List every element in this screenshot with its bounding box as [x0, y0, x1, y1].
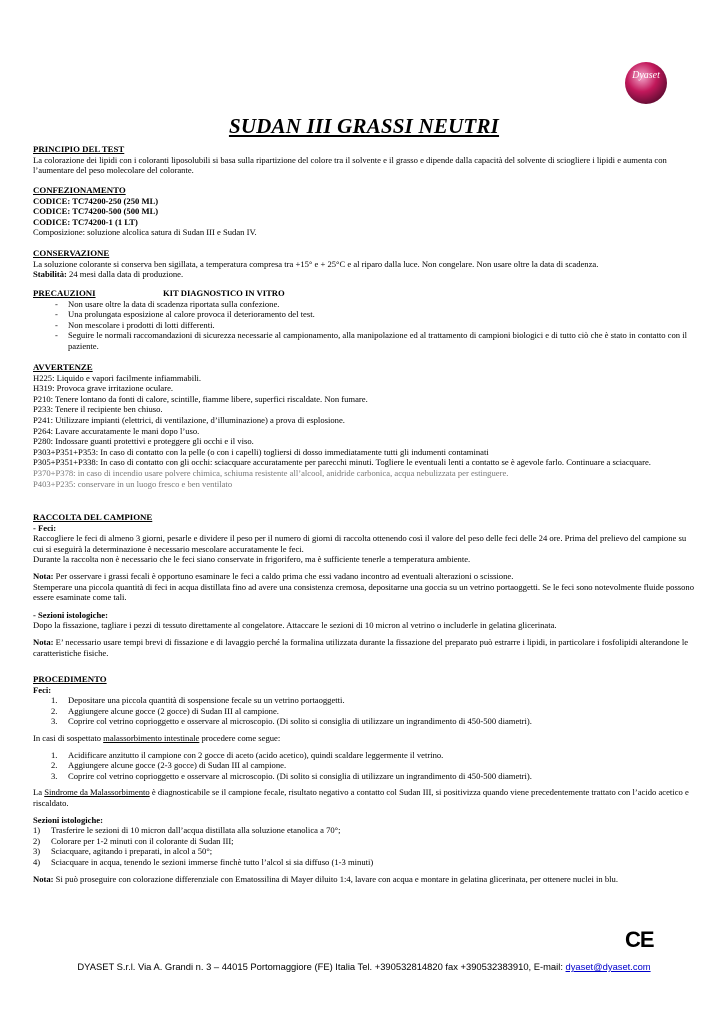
list-item: 2. Aggiungere alcune gocce (2-3 gocce) di Sudan III al campione.	[51, 760, 287, 771]
list-item: P233: Tenere il recipiente ben chiuso.	[33, 404, 163, 415]
list-item: - Non usare oltre la data di scadenza riportata sulla confezione.	[33, 299, 695, 310]
list-item: 4) Sciacquare in acqua, tenendo le sezioni immerse finchè tutto l’alcol si sia diffuso (1-3 minuti)	[33, 856, 374, 867]
code-line: CODICE: TC74200-1 (1 LT)	[33, 216, 138, 227]
stabilita-text: 24 mesi dalla data di produzione.	[66, 269, 184, 280]
logo-text: Dyaset	[632, 70, 660, 81]
list-item: H225: Liquido e vapori facilmente infiammabili.	[33, 372, 202, 383]
feci-text: Raccogliere le feci di almeno 3 giorni, pesarle e dividere il peso per il numero di giorni di raccolta ottenendo così il valore del peso delle feci delle 24 ore. Prima del prelievo del campione su cui si eseguirà la determinazione è necessario mescolare accuratamente le feci.	[33, 533, 687, 554]
feci-label: - Feci:	[33, 522, 57, 533]
principio-text: La colorazione dei lipidi con i coloranti liposolubili si basa sulla ripartizione del colore tra il solvente e il grasso e dipende dalla capacità del solvente di sciogliere i lipidi e aumenta con l’aumentare del peso molecolare del colorante.	[33, 154, 667, 176]
document-title: SUDAN III GRASSI NEUTRI	[228, 114, 500, 138]
kit-label: KIT DIAGNOSTICO IN VITRO	[163, 288, 285, 298]
conservazione-heading: CONSERVAZIONE	[33, 248, 110, 258]
footer-text: DYASET S.r.l. Via A. Grandi n. 3 – 44015 Portomaggiore (FE) Italia Tel. +390532814820 fax +390532383910, E-mail:	[77, 961, 566, 972]
precauzioni-heading: PRECAUZIONI	[33, 288, 96, 298]
section-confezionamento	[33, 185, 695, 238]
list-item: 3. Coprire col vetrino coprioggetto e osservare al microscopio. (Di solito si consiglia di utilizzare un ingrandimento di 450-500 diametri).	[51, 770, 532, 781]
list-item: P305+P351+P338: In caso di contatto con gli occhi: sciacquare accuratamente per parecchi minuti. Togliere le eventuali lenti a contatto se è agevole farlo. Continuare a sciacquare.	[33, 457, 651, 468]
section-precauzioni	[33, 288, 695, 352]
list-item: 2) Colorare per 1-2 minuti con il colorante di Sudan III;	[33, 835, 234, 846]
section-conservazione	[33, 248, 695, 280]
sezioni-text: Dopo la fissazione, tagliare i pezzi di tessuto direttamente al congelatore. Attaccare le sezioni di 10 micron al vetrino o includerle in gelatina glicerinata.	[33, 620, 557, 631]
nota-finale: Nota: Si può proseguire con colorazione differenziale con Ematossilina di Mayer diluito 1:4, lavare con acqua e montare in gelatina glicerinata, per ottenere nuclei in blu.	[33, 873, 618, 884]
sindrome-text: La Sindrome da Malassorbimento è diagnosticabile se il campione fecale, risultato negativo a contatto col Sudan III, si positivizza quando viene precedentemente trattato con l’acido acetico e riscaldato.	[33, 787, 689, 808]
principio-heading: PRINCIPIO DEL TEST	[33, 144, 125, 154]
nota2-label: Nota:	[33, 636, 54, 647]
nota1-label: Nota:	[33, 570, 54, 581]
precauzioni-header	[33, 288, 695, 299]
stabilita-label: Stabilità:	[33, 269, 67, 280]
list-item: - Seguire le normali raccomandazioni di sicurezza necessarie al campionamento, alla manipolazione ed al trattamento di campioni biologici e di tutto ciò che è stato in contatto con il paziente.	[33, 330, 695, 351]
nota1-text2: Stemperare una piccola quantità di feci in acqua distillata fino ad avere una consistenza cremosa, depositarne una goccia su un vetrino portaoggetti. Se le feci sono notevolmente fluide possono essere esaminate come tali.	[33, 581, 695, 603]
nota1	[33, 571, 695, 582]
list-item: P241: Utilizzare impianti (elettrici, di ventilazione, d’illuminazione) a prova di esplosione.	[33, 414, 345, 425]
proc-sezioni-label: Sezioni istologiche:	[33, 814, 103, 825]
list-item: 1. Depositare una piccola quantità di sospensione fecale su un vetrino portaoggetti.	[51, 695, 345, 706]
precauzioni-list	[33, 299, 695, 352]
list-item: 3. Coprire col vetrino coprioggetto e osservare al microscopio. (Di solito si consiglia di utilizzare un ingrandimento di 450-500 diametri).	[51, 716, 532, 727]
list-item: 2. Aggiungere alcune gocce (2 gocce) di Sudan III al campione.	[51, 705, 279, 716]
code-line: CODICE: TC74200-500 (500 ML)	[33, 206, 159, 217]
nota2	[33, 637, 695, 658]
code-line: CODICE: TC74200-250 (250 ML)	[33, 195, 159, 206]
footer	[0, 961, 728, 972]
list-item: 1. Acidificare anzitutto il campione con 2 gocce di aceto (acido acetico), quindi scaldare leggermente il vetrino.	[51, 749, 444, 760]
section-avvertenze	[33, 362, 695, 489]
list-item: - Non mescolare i prodotti di lotti differenti.	[33, 320, 695, 331]
nota1-text: Per osservare i grassi fecali è opportuno esaminare le feci a caldo prima che essi vadano incontro ad eventuali alterazioni o scissione.	[53, 570, 514, 581]
stabilita-line	[33, 269, 695, 280]
list-item: 1) Trasferire le sezioni di 10 micron dall’acqua distillata alla soluzione etanolica a 70°;	[33, 825, 341, 836]
company-logo	[622, 58, 670, 106]
section-principio	[33, 144, 695, 176]
list-item: P264: Lavare accuratamente le mani dopo l’uso.	[33, 425, 200, 436]
list-item: P303+P351+P353: In caso di contatto con la pelle (o con i capelli) togliersi di dosso immediatamente tutti gli indumenti contaminati	[33, 446, 489, 457]
feci-steps	[33, 695, 695, 727]
avvertenze-heading: AVVERTENZE	[33, 362, 93, 372]
malass-steps	[33, 750, 695, 782]
raccolta-heading: RACCOLTA DEL CAMPIONE	[33, 512, 153, 522]
list-item: P403+P235: conservare in un luogo fresco e ben ventilato	[33, 478, 233, 489]
list-item: 3) Sciacquare, agitando i preparati, in alcol a 50°;	[33, 846, 213, 857]
confezionamento-heading: CONFEZIONAMENTO	[33, 185, 126, 195]
footer-email-link[interactable]: dyaset@dyaset.com	[565, 961, 651, 972]
nota2-text: E’ necessario usare tempi brevi di fissazione e di lavaggio perché la formalina utilizzata durante la fissazione del preparato può estrarre i lipidi, in particolare i fosfolipidi alterandone le caratteristiche fisiche.	[33, 636, 689, 658]
list-item: P210: Tenere lontano da fonti di calore, scintille, fiamme libere, superfici riscaldate. Non fumare.	[33, 393, 368, 404]
sezioni-steps	[33, 825, 695, 867]
section-raccolta	[33, 512, 695, 658]
procedimento-heading: PROCEDIMENTO	[33, 674, 107, 684]
list-item: - Una prolungata esposizione al calore provoca il deterioramento del test.	[33, 309, 695, 320]
conservazione-text: La soluzione colorante si conserva ben sigillata, a temperatura compresa tra +15° e + 25°C e al riparo dalla luce. Non congelare. Non usare oltre la data di scadenza.	[33, 258, 599, 269]
list-item: P280: Indossare guanti protettivi e proteggere gli occhi e il viso.	[33, 436, 254, 447]
section-procedimento	[33, 674, 695, 884]
sezioni-label: - Sezioni istologiche:	[33, 609, 108, 620]
ce-mark: CE	[625, 927, 654, 952]
proc-feci-label: Feci:	[33, 684, 52, 695]
list-item: P370+P378: in caso di incendio usare polvere chimica, schiuma resistente all’alcool, anidride carbonica, acqua nebulizzata per estinguere.	[33, 467, 509, 478]
composizione: Composizione: soluzione alcolica satura di Sudan III e Sudan IV.	[33, 227, 257, 238]
malassorbimento-intro: In casi di sospettato malassorbimento intestinale procedere come segue:	[33, 732, 281, 743]
feci-text2: Durante la raccolta non è necessario che le feci siano conservate in frigorifero, ma è sufficiente tenerle a temperatura ambiente.	[33, 554, 471, 565]
list-item: H319: Provoca grave irritazione oculare.	[33, 383, 174, 394]
